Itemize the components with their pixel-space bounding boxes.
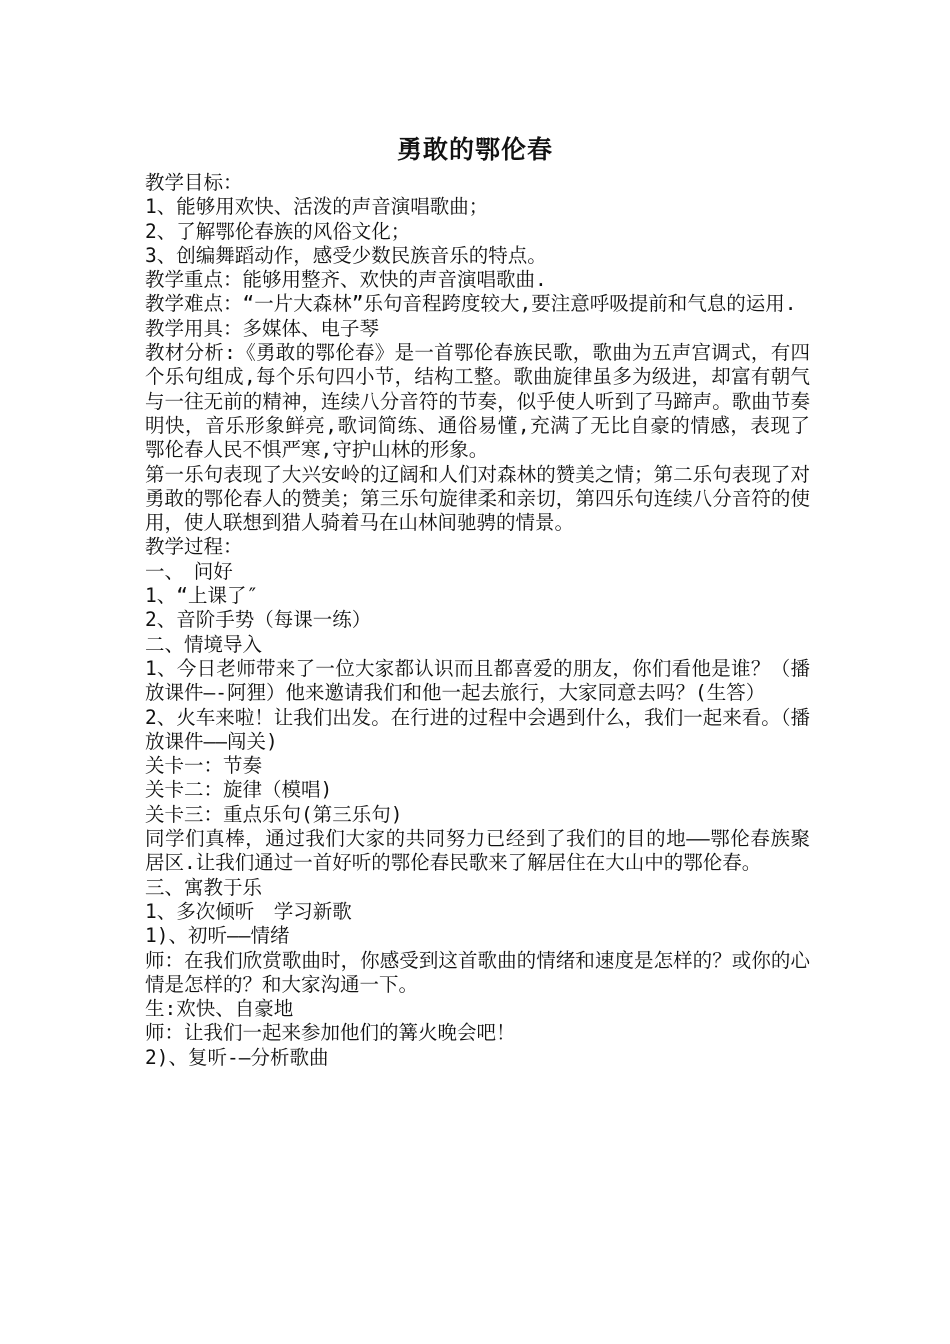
paragraph: 2、音阶手势（每课一练） bbox=[145, 608, 372, 632]
paragraph: 教学难点：“一片大森林”乐句音程跨度较大,要注意呼吸提前和气息的运用. bbox=[145, 292, 797, 316]
paragraph: 1、能够用欢快、活泼的声音演唱歌曲； bbox=[145, 195, 489, 219]
paragraph: 1、今日老师带来了一位大家都认识而且都喜爱的朋友，你们看他是谁？（播放课件—-阿狸）他来邀请我们和他一起去旅行，大家同意去吗？(生答） bbox=[145, 656, 810, 705]
paragraph: 关卡三：重点乐句(第三乐句) bbox=[145, 802, 403, 826]
paragraph: 教材分析:《勇敢的鄂伦春》是一首鄂伦春族民歌，歌曲为五声宫调式，有四个乐句组成,每个乐句四小节，结构工整。歌曲旋律虽多为级进，却富有朝气与一往无前的精神，连续八分音符的节奏，似乎使人听到了马蹄声。歌曲节奏明快，音乐形象鲜亮,歌词简练、通俗易懂,充满了无比自豪的情感，表现了鄂伦春人民不惧严寒,守护山林的形象。 bbox=[145, 341, 810, 462]
paragraph: 生:欢快、自豪地 bbox=[145, 997, 294, 1021]
paragraph: 二、情境导入 bbox=[145, 632, 263, 656]
paragraph: 2、火车来啦！让我们出发。在行进的过程中会遇到什么，我们一起来看。（播放课件——闯关) bbox=[145, 705, 810, 753]
paragraph: 同学们真棒，通过我们大家的共同努力已经到了我们的目的地——鄂伦春族聚居区.让我们通过一首好听的鄂伦春民歌来了解居住在大山中的鄂伦春。 bbox=[145, 827, 810, 875]
paragraph: 1)、初听——情绪 bbox=[145, 924, 290, 948]
paragraph: 第一乐句表现了大兴安岭的辽阔和人们对森林的赞美之情；第二乐句表现了对勇敢的鄂伦春人的赞美；第三乐句旋律柔和亲切，第四乐句连续八分音符的使用，使人联想到猎人骑着马在山林间驰骋的情景。 bbox=[145, 462, 810, 535]
paragraph: 师：让我们一起来参加他们的篝火晚会吧！ bbox=[145, 1021, 516, 1045]
paragraph: 2)、复听-—分析歌曲 bbox=[145, 1045, 329, 1069]
paragraph: 三、寓教于乐 bbox=[145, 875, 263, 899]
paragraph: 2、了解鄂伦春族的风俗文化； bbox=[145, 219, 411, 243]
paragraph: 关卡二：旋律（模唱) bbox=[145, 778, 333, 802]
paragraph: 教学用具：多媒体、电子琴 bbox=[145, 316, 380, 340]
paragraph: 教学重点：能够用整齐、欢快的声音演唱歌曲. bbox=[145, 268, 547, 292]
paragraph: 师：在我们欣赏歌曲时，你感受到这首歌曲的情绪和速度是怎样的？或你的心情是怎样的？和大家沟通一下。 bbox=[145, 948, 810, 996]
paragraph: 1、“上课了″ bbox=[145, 584, 259, 608]
document-title: 勇敢的鄂伦春 bbox=[396, 135, 553, 164]
document-body bbox=[145, 171, 810, 1070]
paragraph: 一、 问好 bbox=[145, 559, 233, 583]
paragraph: 教学目标： bbox=[145, 171, 243, 194]
paragraph: 1、多次倾听 学习新歌 bbox=[145, 899, 352, 923]
paragraph: 3、创编舞蹈动作，感受少数民族音乐的特点。 bbox=[145, 243, 547, 267]
paragraph: 关卡一：节奏 bbox=[145, 754, 263, 778]
paragraph: 教学过程： bbox=[145, 535, 243, 559]
